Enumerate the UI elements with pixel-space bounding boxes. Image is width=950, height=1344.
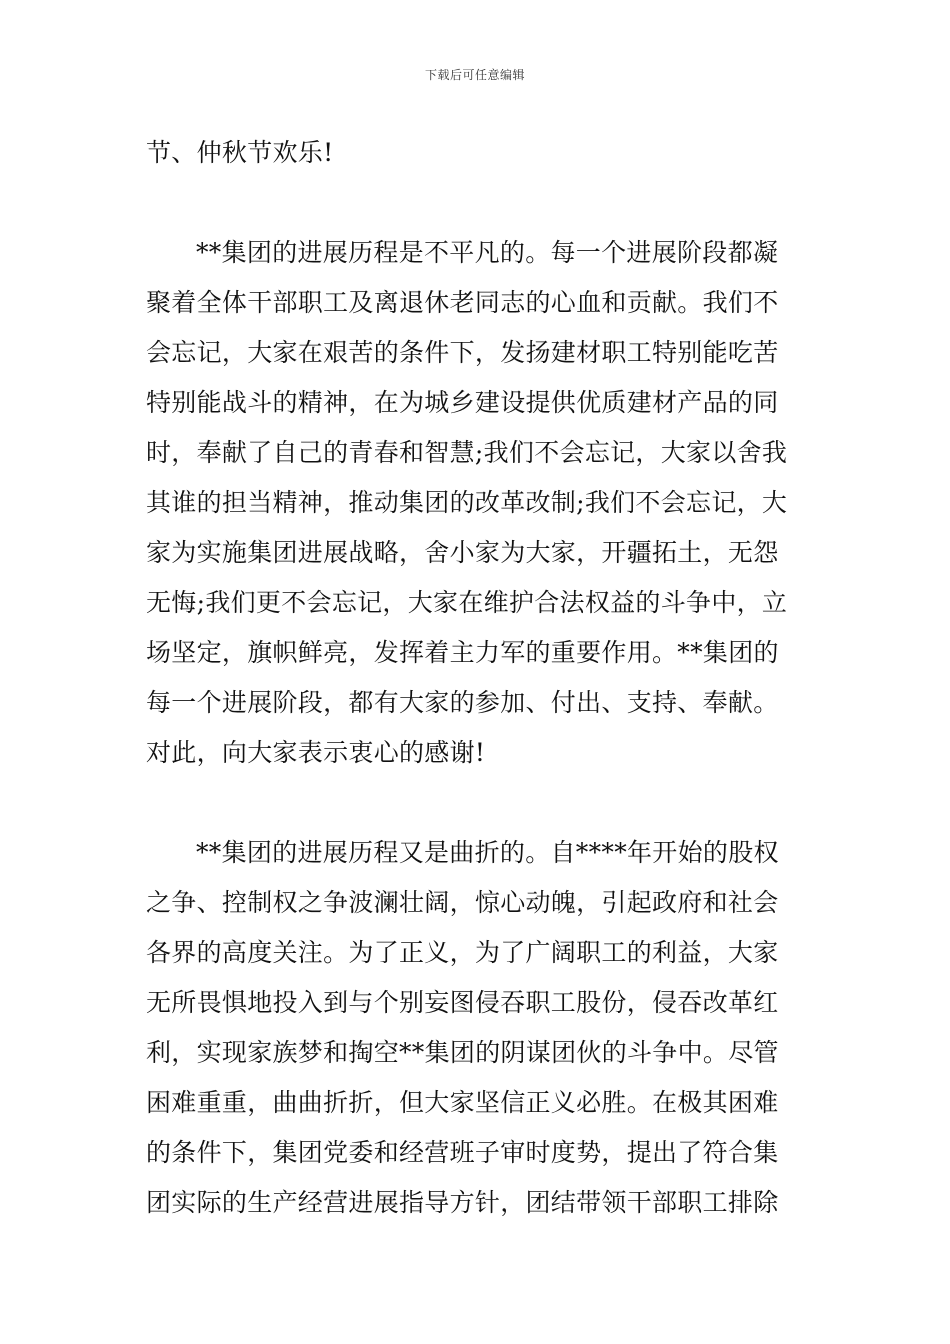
- text-line: 家为实施集团进展战略，舍小家为大家，开疆拓土，无怨: [146, 538, 779, 567]
- text-line: 会忘记，大家在艰苦的条件下，发扬建材职工特别能吃苦: [146, 338, 779, 367]
- header-note: 下载后可任意编辑: [424, 68, 525, 82]
- text-line: 团实际的生产经营进展指导方针，团结带领干部职工排除: [146, 1188, 779, 1217]
- text-line: 对此，向大家表示衷心的感谢!: [146, 738, 486, 767]
- text-line: 其谁的担当精神，推动集团的改革改制;我们不会忘记，大: [146, 488, 788, 517]
- text-line: 场坚定，旗帜鲜亮，发挥着主力军的重要作用。**集团的: [146, 638, 779, 667]
- text-line: 利，实现家族梦和掏空**集团的阴谋团伙的斗争中。尽管: [146, 1038, 779, 1067]
- paragraph-1: [146, 128, 806, 178]
- paragraph-2: [146, 228, 806, 778]
- paragraph-3: [146, 828, 806, 1228]
- text-line: 特别能战斗的精神，在为城乡建设提供优质建材产品的同: [146, 388, 779, 417]
- paragraph-spacer: [146, 178, 806, 228]
- paragraph-spacer: [146, 778, 806, 828]
- text-line: 的条件下，集团党委和经营班子审时度势，提出了符合集: [146, 1138, 779, 1167]
- text-line: 每一个进展阶段，都有大家的参加、付出、支持、奉献。: [146, 688, 779, 717]
- text-line: 困难重重，曲曲折折，但大家坚信正义必胜。在极其困难: [146, 1088, 779, 1117]
- text-line: 时，奉献了自己的青春和智慧;我们不会忘记，大家以舍我: [146, 438, 788, 467]
- text-line: 节、仲秋节欢乐!: [146, 138, 334, 167]
- text-line: 聚着全体干部职工及离退休老同志的心血和贡献。我们不: [146, 288, 779, 317]
- text-line: 之争、控制权之争波澜壮阔，惊心动魄，引起政府和社会: [146, 888, 779, 917]
- text-line: **集团的进展历程是不平凡的。每一个进展阶段都凝: [196, 238, 779, 267]
- text-line: 各界的高度关注。为了正义，为了广阔职工的利益，大家: [146, 938, 779, 967]
- document-body: [146, 128, 806, 1228]
- text-line: 无悔;我们更不会忘记，大家在维护合法权益的斗争中，立: [146, 588, 788, 617]
- text-line: **集团的进展历程又是曲折的。自****年开始的股权: [196, 838, 779, 867]
- text-line: 无所畏惧地投入到与个别妄图侵吞职工股份，侵吞改革红: [146, 988, 779, 1017]
